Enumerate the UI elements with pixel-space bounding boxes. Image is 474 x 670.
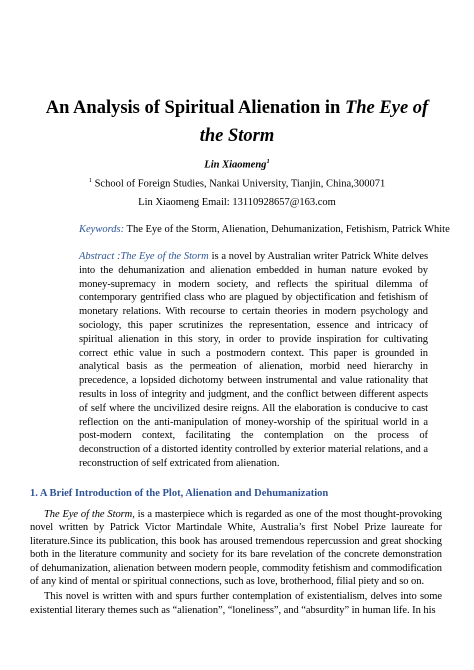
body-paragraph [30,508,442,588]
title-main: An Analysis of Spiritual Alienation in [45,98,345,118]
body-paragraph [30,590,442,617]
paragraph-text: This novel is written with and spurs further contemplation of existentialism, delves into some existential literary themes such as “alienation”, “loneliness”, and “absurdity” in human life. In his [30,591,442,616]
keywords-text: The Eye of the Storm, Alienation, Dehumanization, Fetishism, Patrick White [124,224,450,235]
author-name: Lin Xiaomeng [204,159,267,171]
abstract-text: is a novel by Australian writer Patrick White delves into the dehumanization and alienation embedded in human nature evoked by money-supremacy in modern society, and reflects the spiritual dilemma of contemporary gentrified class who are plagued by objectification and fetishism of monetary relations. With recourse to certain theories in modern psychology and sociology, this paper scrutinizes the representation, essence and intricacy of spiritual alienation in this story, in order to provide inspiration for cultivating correct ethic value in such a postmodern context. This paper is grounded in analytical basis as the permeation of alienation, morbid need hierarchy in precedence, a lopsided dichotomy between instrumental and value rationality that results in loss of integrity and judgment, and the conflict between different aspects of self where the uncivilized desire reigns. All the elaboration is conducive to cast reflection on the anti-manipulation of money-worship of the spiritual world in a post-modern context, facilitating the contemplation on the process of deconstruction of a distorted identity controlled by exterior material relations, and a reconstruction of self extricated from alienation. [79,251,429,469]
keywords-label: Keywords: [79,224,125,235]
affiliation-text: School of Foreign Studies, Nankai University, Tianjin, China,300071 [91,178,386,190]
section-heading: 1. A Brief Introduction of the Plot, Alienation and Dehumanization [30,488,329,499]
keywords [79,223,450,237]
affiliation-marker: 1 [88,177,92,184]
author-marker: 1 [266,158,270,165]
abstract [79,250,428,471]
paragraph-work-title: The Eye of the Storm, [44,509,135,520]
paragraph-text: is a masterpiece which is regarded as one of the most thought-provoking novel written by Patrick Victor Martindale White, Australia’s first Nobel Prize laureate for literature.Since its publication, this book has aroused tremendous repercussion and great shocking both in the literature community and society for its bare revelation of the concrete demonstration of dehumanization, alienation between modern people, commodity fetishism and commodification of any kind of mental or spiritual connections, such as love, brotherhood, filial piety and so on. [30,509,442,588]
paper-title [40,94,434,150]
abstract-work-title: The Eye of the Storm [120,251,209,262]
abstract-label: Abstract : [79,251,121,262]
affiliation [40,174,434,192]
title-italic: The Eye of the Storm [199,98,429,146]
author-email: Lin Xiaomeng Email: 13110928657@163.com [138,197,336,208]
author-line [40,155,434,173]
section-body [30,508,442,617]
